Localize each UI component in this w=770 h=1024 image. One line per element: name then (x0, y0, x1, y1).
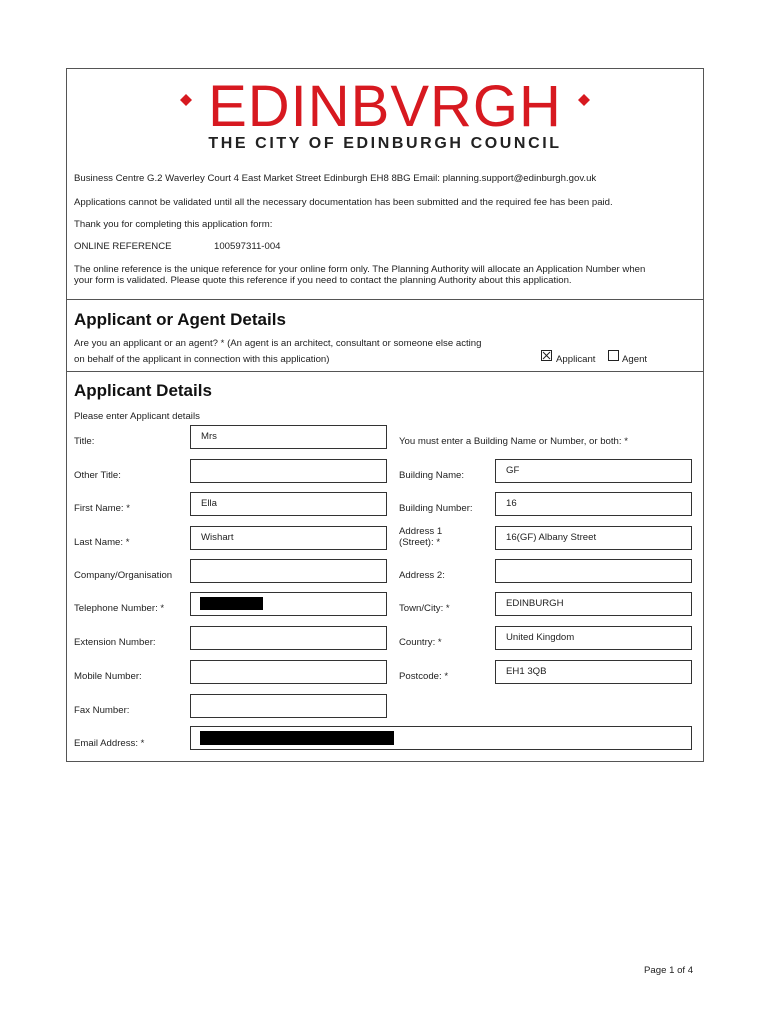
postcode-label: Postcode: * (399, 671, 449, 682)
first-name-label: First Name: * (74, 503, 130, 514)
ref-note-line-1: The online reference is the unique reference for your online form only. The Planning Authority will allocate an Application Number when (74, 264, 646, 275)
other-title-label: Other Title: (74, 470, 121, 481)
logo-text: EDINBVRGH (208, 76, 562, 136)
email-label: Email Address: * (74, 738, 145, 749)
first-name-field[interactable]: Ella (190, 492, 387, 516)
section-title-applicant-details: Applicant Details (74, 381, 212, 400)
title-field[interactable]: Mrs (190, 425, 387, 449)
last-name-label: Last Name: * (74, 537, 130, 548)
postcode-field[interactable]: EH1 3QB (495, 660, 692, 684)
applicant-checkbox[interactable] (541, 350, 552, 361)
agent-question-line-1: Are you an applicant or an agent? * (An agent is an architect, consultant or someone else acting (74, 338, 482, 349)
building-name-field[interactable]: GF (495, 459, 692, 483)
applicant-details-intro: Please enter Applicant details (74, 411, 200, 422)
fax-label: Fax Number: (74, 705, 130, 716)
council-name: THE CITY OF EDINBURGH COUNCIL (208, 135, 562, 152)
country-label: Country: * (399, 637, 442, 648)
agent-question-line-2: on behalf of the applicant in connection with this application) (74, 354, 330, 365)
address-line: Business Centre G.2 Waverley Court 4 East Market Street Edinburgh EH8 8BG Email: planning.support@edinburgh.gov.uk (74, 173, 597, 184)
edinburgh-logo (0, 76, 770, 141)
building-number-label: Building Number: (399, 503, 473, 514)
other-title-field[interactable] (190, 459, 387, 483)
redaction-block (200, 731, 394, 745)
last-name-field[interactable]: Wishart (190, 526, 387, 550)
divider (66, 299, 704, 300)
edinburgh-logo-icon (170, 76, 600, 136)
address-1-field[interactable]: 16(GF) Albany Street (495, 526, 692, 550)
building-name-label: Building Name: (399, 470, 465, 481)
applicant-option-label: Applicant (556, 354, 596, 365)
address-1-label-line-2: (Street): * (399, 537, 441, 548)
extension-label: Extension Number: (74, 637, 156, 648)
validation-note: Applications cannot be validated until all the necessary documentation has been submitted and the required fee has been paid. (74, 197, 613, 208)
section-title-applicant-agent: Applicant or Agent Details (74, 310, 286, 329)
online-ref-value: 100597311-004 (214, 241, 281, 252)
agent-checkbox[interactable] (608, 350, 619, 361)
company-label: Company/Organisation (74, 570, 173, 581)
address-1-label: Address 1 (399, 526, 443, 537)
mobile-label: Mobile Number: (74, 671, 142, 682)
address-2-field[interactable] (495, 559, 692, 583)
agent-option-label: Agent (622, 354, 648, 365)
address-2-label: Address 2: (399, 570, 445, 581)
town-city-field[interactable]: EDINBURGH (495, 592, 692, 616)
company-field[interactable] (190, 559, 387, 583)
title-label: Title: (74, 436, 95, 447)
telephone-label: Telephone Number: * (74, 603, 165, 614)
redaction-block (200, 597, 263, 610)
country-field[interactable]: United Kingdom (495, 626, 692, 650)
thank-you-text: Thank you for completing this application form: (74, 219, 273, 230)
town-city-label: Town/City: * (399, 603, 450, 614)
page-number: Page 1 of 4 (644, 965, 694, 976)
divider (66, 371, 704, 372)
online-ref-label: ONLINE REFERENCE (74, 241, 172, 252)
extension-field[interactable] (190, 626, 387, 650)
building-note: You must enter a Building Name or Number, or both: * (399, 436, 628, 447)
fax-field[interactable] (190, 694, 387, 718)
building-number-field[interactable]: 16 (495, 492, 692, 516)
mobile-field[interactable] (190, 660, 387, 684)
ref-note-line-2: your form is validated. Please quote this reference if you need to contact the planning Authority about this application. (74, 275, 572, 286)
checkmark-x-icon (542, 351, 551, 360)
